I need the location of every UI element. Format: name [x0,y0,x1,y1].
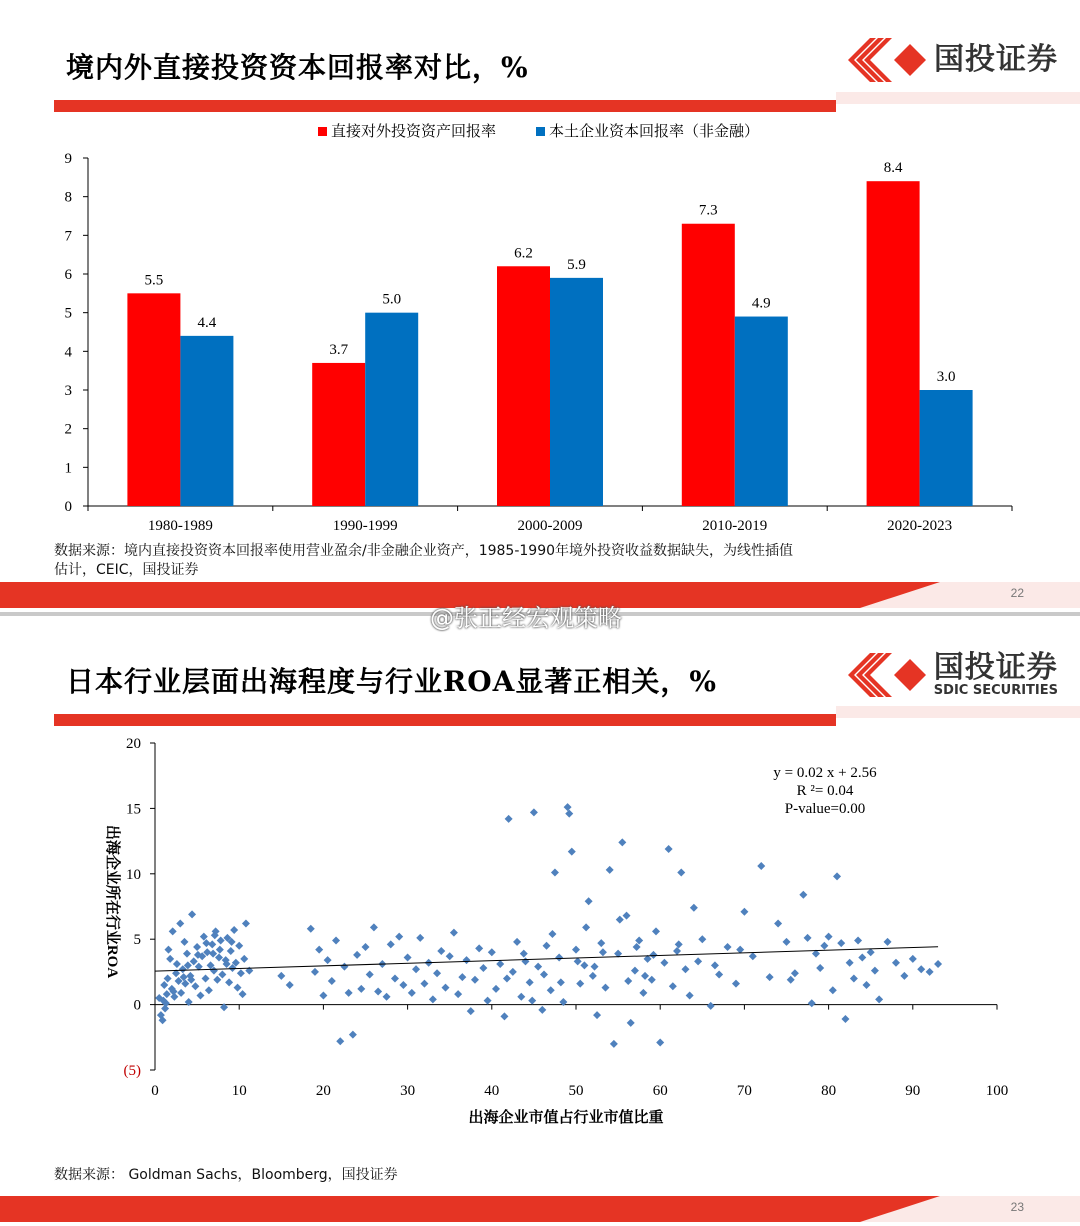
scatter-point [534,963,542,971]
scatter-point [841,1015,849,1023]
scatter-point [665,845,673,853]
bar-overseas [312,363,365,506]
scatter-point [311,968,319,976]
scatter-point [190,957,198,965]
scatter-point [183,950,191,958]
y-tick-label: 0 [133,997,141,1014]
source-note [54,542,793,580]
logo-mark-icon [848,38,928,82]
scatter-point [242,920,250,928]
scatter-point [437,947,445,955]
page-number: 22 [1010,586,1024,600]
scatter-point [234,984,242,992]
scatter-point [783,938,791,946]
scatter-point [366,971,374,979]
regression-annotation: P-value=0.00 [784,801,866,817]
scatter-point [871,967,879,975]
scatter-point [572,946,580,954]
bar-domestic [735,317,788,506]
scatter-point [496,960,504,968]
scatter-point [631,967,639,975]
page-title: 日本行业层面出海程度与行业ROA显著正相关，% [66,665,717,698]
scatter-point [193,943,201,951]
scatter-point [884,938,892,946]
scatter-point [332,937,340,945]
scatter-point [450,929,458,937]
x-tick-label: 10 [231,1083,247,1099]
scatter-point [681,965,689,973]
scatter-point [404,954,412,962]
y-tick-label: 2 [64,421,72,438]
scatter-point [555,954,563,962]
scatter-point [732,980,740,988]
scatter-point [540,971,548,979]
scatter-point [757,862,765,870]
scatter-point [209,950,217,958]
scatter-point [740,908,748,916]
scatter-point [574,957,582,965]
scatter-point [387,940,395,948]
scatter-point [707,1002,715,1010]
scatter-point [513,938,521,946]
data-label: 5.5 [144,272,164,289]
scatter-point [694,957,702,965]
scatter-point [349,1031,357,1039]
scatter-point [591,963,599,971]
bar-domestic [920,390,973,506]
x-tick-label: 2000-2009 [517,518,583,534]
scatter-point [711,961,719,969]
scatter-point [324,956,332,964]
scatter-point [624,977,632,985]
scatter-point [463,956,471,964]
scatter-point [787,976,795,984]
scatter-point [467,1007,475,1015]
scatter-point [202,939,210,947]
scatter-point [580,961,588,969]
scatter-point [652,927,660,935]
x-tick-label: 50 [568,1083,584,1099]
x-tick-label: 2020-2023 [887,518,953,534]
scatter-point [217,937,225,945]
scatter-point [416,934,424,942]
watermark: @张正经宏观策略 [430,604,622,632]
scatter-point [635,937,643,945]
scatter-point [900,972,908,980]
source-line-1: 数据来源：境内直接投资资本回报率使用营业盈余/非金融企业资产，1985-1990年境外投资收益数据缺失，为线性插值 [54,543,794,559]
y-tick-label: 9 [64,151,72,167]
scatter-point [173,960,181,968]
scatter-point [601,984,609,992]
scatter-point [164,946,172,954]
scatter-point [213,976,221,984]
scatter-point [429,995,437,1003]
scatter-point [200,933,208,941]
scatter-point [520,950,528,958]
y-tick-label: 4 [64,344,72,361]
scatter-point [286,981,294,989]
scatter-point [774,920,782,928]
scatter-point [673,947,681,955]
scatter-point [196,991,204,999]
scatter-point [526,978,534,986]
scatter-point [597,939,605,947]
scatter-point [565,810,573,818]
scatter-point [538,1006,546,1014]
scatter-point [521,957,529,965]
logo-mark-icon [848,653,928,697]
scatter-point [548,930,556,938]
data-label: 5.9 [567,256,586,273]
slide-23 [0,616,1080,1226]
scatter-point [606,866,614,874]
scatter-point [227,947,235,955]
scatter-point [648,976,656,984]
x-tick-label: 40 [484,1083,500,1099]
scatter-point [766,973,774,981]
scatter-point [225,978,233,986]
scatter-point [585,897,593,905]
bar-overseas [682,224,735,506]
source-line-2: 估计，CEIC，国投证券 [54,562,199,578]
scatter-point [336,1037,344,1045]
bar-chart [0,112,1080,542]
scatter-point [557,978,565,986]
scatter-point [177,989,185,997]
scatter-point [547,986,555,994]
scatter-point [488,948,496,956]
scatter-point [690,904,698,912]
bar-overseas [497,266,550,506]
scatter-point [837,939,845,947]
x-axis-title: 出海企业市值占行业市值比重 [468,1110,664,1126]
scatter-point [383,993,391,1001]
scatter-point [576,980,584,988]
x-tick-label: 60 [652,1083,668,1099]
scatter-point [551,868,559,876]
scatter-point [208,940,216,948]
scatter-point [641,972,649,980]
scatter-point [934,960,942,968]
y-tick-label: 6 [64,267,72,283]
scatter-point [353,951,361,959]
data-label: 3.7 [329,341,349,358]
scatter-point [568,848,576,856]
x-tick-label: 80 [821,1083,837,1099]
scatter-point [564,803,572,811]
scatter-point [509,968,517,976]
scatter-point [218,971,226,979]
footer-red-stripe [0,1196,940,1222]
scatter-point [164,974,172,982]
x-tick-label: 1990-1999 [332,518,398,534]
bar-domestic [365,313,418,506]
scatter-point [656,1039,664,1047]
scatter-point [850,974,858,982]
scatter-point [160,981,168,989]
scatter-point [627,1019,635,1027]
bar-domestic [550,278,603,506]
scatter-point [277,972,285,980]
scatter-point [399,981,407,989]
scatter-point [395,933,403,941]
legend-swatch-1 [536,127,545,136]
scatter-point [484,997,492,1005]
page-number: 23 [1010,1200,1024,1214]
scatter-point [530,808,538,816]
scatter-point [715,971,723,979]
title-underline-fade [836,706,1080,718]
scatter-point [846,959,854,967]
scatter-point [724,943,732,951]
scatter-point [315,946,323,954]
scatter-point [307,925,315,933]
y-tick-label: 5 [133,932,141,949]
scatter-point [479,964,487,972]
scatter-point [820,942,828,950]
legend-label-1: 本土企业资本回报率（非金融） [549,124,760,140]
y-tick-label: 1 [64,460,72,477]
scatter-point [892,959,900,967]
scatter-point [166,955,174,963]
scatter-point [412,965,420,973]
scatter-point [593,1011,601,1019]
scatter-point [169,927,177,935]
legend-label-0: 直接对外投资资产回报率 [331,124,497,140]
regression-annotation: R ²= 0.04 [796,783,854,799]
y-tick-label: 20 [126,736,141,752]
logo [848,652,1058,698]
scatter-point [181,980,189,988]
x-tick-label: 1980-1989 [147,518,213,534]
y-tick-label: (5) [123,1063,141,1079]
source-note: 数据来源： Goldman Sachs，Bloomberg，国投证券 [54,1167,398,1183]
scatter-point [610,1040,618,1048]
scatter-point [370,923,378,931]
scatter-point [582,923,590,931]
scatter-point [433,969,441,977]
scatter-point [867,948,875,956]
scatter-point [858,954,866,962]
bar-overseas [127,293,180,506]
y-axis-title: 出海企业所在行业ROA [104,824,120,979]
scatter-point [517,993,525,1001]
scatter-point [235,942,243,950]
scatter-point [230,926,238,934]
scatter-point [799,891,807,899]
scatter-point [833,872,841,880]
scatter-point [505,815,513,823]
scatter-point [698,935,706,943]
scatter-point [191,982,199,990]
scatter-point [188,910,196,918]
scatter-point [163,990,171,998]
scatter-point [660,959,668,967]
scatter-point [500,1012,508,1020]
scatter-point [804,934,812,942]
scatter-point [875,995,883,1003]
scatter-point [686,991,694,999]
scatter-point [216,946,224,954]
slide-22 [0,0,1080,612]
data-label: 4.9 [751,295,771,312]
scatter-point [749,952,757,960]
title-underline [54,714,836,726]
scatter-point [202,974,210,982]
x-tick-label: 100 [985,1083,1009,1099]
y-tick-label: 7 [64,228,72,245]
scatter-point [618,838,626,846]
x-tick-label: 0 [151,1083,159,1099]
scatter-point [345,989,353,997]
scatter-point [420,980,428,988]
title-underline [54,100,836,112]
scatter-point [240,955,248,963]
logo [848,38,1058,82]
scatter-point [808,999,816,1007]
scatter-point [649,951,657,959]
scatter-point [492,985,500,993]
legend-swatch-0 [318,127,327,136]
scatter-point [362,943,370,951]
scatter-point [909,955,917,963]
data-label: 7.3 [698,202,718,219]
scatter-point [458,973,466,981]
scatter-point [328,977,336,985]
data-label: 5.0 [382,291,402,308]
scatter-point [854,937,862,945]
scatter-point [215,954,223,962]
scatter-point [599,948,607,956]
regression-annotation: y = 0.02 x + 2.56 [773,765,877,781]
scatter-point [543,942,551,950]
scatter-point [180,938,188,946]
scatter-point [503,974,511,982]
logo-text: 国投证券 [933,650,1058,685]
title-underline-fade [836,92,1080,104]
scatter-point [917,965,925,973]
page-title: 境内外直接投资资本回报率对比，% [66,51,529,84]
scatter-chart [0,728,1080,1148]
scatter-point [623,912,631,920]
scatter-point [829,986,837,994]
y-tick-label: 0 [64,499,72,515]
scatter-point [675,940,683,948]
data-label: 3.0 [936,369,956,385]
x-tick-label: 90 [905,1083,921,1099]
scatter-point [616,916,624,924]
scatter-point [791,969,799,977]
y-tick-label: 5 [64,305,72,322]
scatter-point [446,952,454,960]
scatter-point [589,972,597,980]
scatter-point [669,982,677,990]
data-label: 8.4 [883,160,903,177]
bar-overseas [867,181,920,506]
scatter-point [454,990,462,998]
scatter-point [408,989,416,997]
scatter-point [471,976,479,984]
scatter-point [205,986,213,994]
y-tick-label: 3 [64,383,72,399]
scatter-point [926,968,934,976]
scatter-point [862,981,870,989]
scatter-point [816,964,824,972]
x-tick-label: 30 [400,1083,416,1099]
y-tick-label: 10 [126,866,141,883]
logo-text: 国投证券 [934,42,1058,77]
scatter-point [340,963,348,971]
scatter-point [374,988,382,996]
scatter-point [677,868,685,876]
x-tick-label: 20 [315,1083,331,1099]
scatter-point [441,984,449,992]
data-label: 4.4 [197,314,217,331]
bar-domestic [180,336,233,506]
data-label: 6.2 [514,245,533,262]
x-tick-label: 70 [736,1083,752,1099]
x-tick-label: 2010-2019 [702,518,768,534]
scatter-point [633,943,641,951]
y-tick-label: 8 [64,189,72,206]
scatter-point [528,997,536,1005]
scatter-point [176,920,184,928]
scatter-point [357,985,365,993]
scatter-point [391,974,399,982]
logo-text-en: SDIC SECURITIES [933,683,1058,698]
scatter-point [639,989,647,997]
scatter-point [825,933,833,941]
scatter-point [475,944,483,952]
scatter-point [239,990,247,998]
scatter-point [319,991,327,999]
scatter-point [237,969,245,977]
y-tick-label: 15 [126,801,141,818]
